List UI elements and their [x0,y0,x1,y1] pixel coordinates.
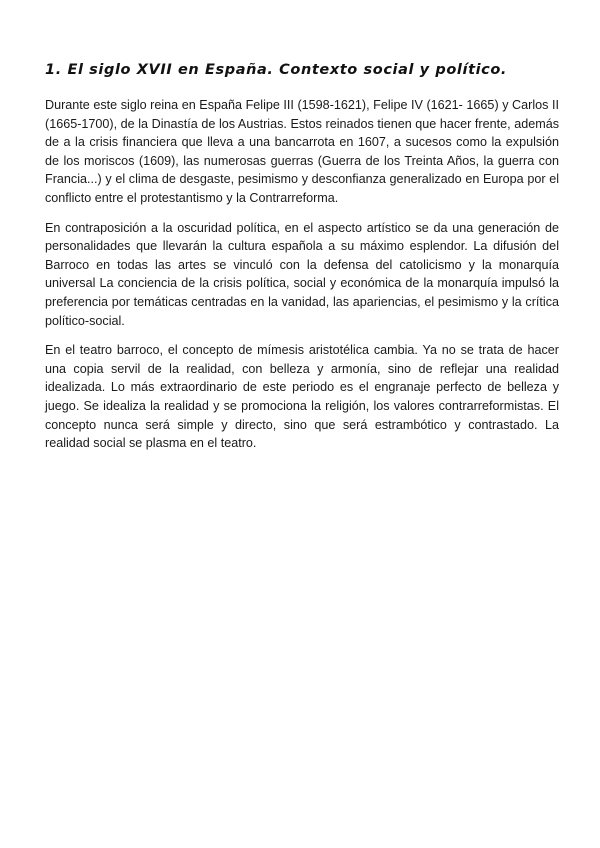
body-text [45,96,559,464]
paragraph-context: Durante este siglo reina en España Felipe III (1598-1621), Felipe IV (1621- 1665) y Carlos II (1665-1700), de la Dinastía de los Austrias. Estos reinados tienen que hacer frente, además de a la crisis financiera que lleva a una bancarrota en 1607, a sucesos como la expulsión de los moriscos (1609), las numerosas guerras (Guerra de los Treinta Años, la guerra con Francia...) y el clima de desgaste, pesimismo y desconfianza generalizado en Europa por el conflicto entre el protestantismo y la Contrarreforma. [45,98,559,205]
paragraph-artistic: En contraposición a la oscuridad política, en el aspecto artístico se da una generación de personalidades que llevarán la cultura española a su máximo esplendor. La difusión del Barroco en todas las artes se vinculó con la defensa del catolicismo y la monarquía universal La conciencia de la crisis política, social y económica de la monarquía impulsó la preferencia por temáticas centradas en la vanidad, las apariencias, el pesimismo y la crítica político-social. [45,220,559,328]
paragraph-theatre: En el teatro barroco, el concepto de mímesis aristotélica cambia. Ya no se trata de hacer una copia servil de la realidad, con belleza y armonía, sino de reflejar una realidad idealizada. Lo más extraordinario de este periodo es el engranaje perfecto de belleza y juego. Se idealiza la realidad y se promociona la religión, los valores contrarreformistas. El concepto nunca será simple y directo, sino que será estrambótico y contrastado. La realidad social se plasma en el teatro. [45,343,559,451]
section-heading: 1. El siglo XVII en España. Contexto social y político. [45,62,508,78]
